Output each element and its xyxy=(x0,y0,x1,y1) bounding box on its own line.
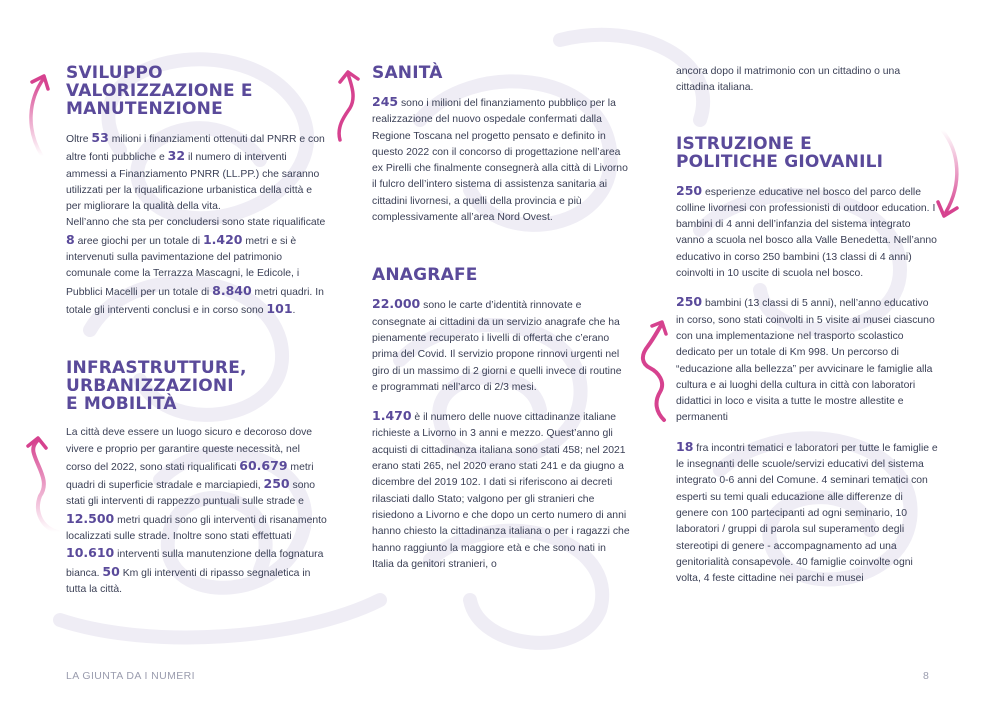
paragraph-anagrafe-1 xyxy=(372,296,630,396)
highlight-number: 53 xyxy=(91,130,109,145)
text: metri quadri di superficie stradale e marciapiedi, xyxy=(66,461,314,492)
highlight-number: 250 xyxy=(676,294,703,310)
section-title-infrastrutture xyxy=(66,359,328,413)
highlight-number: 10.610 xyxy=(66,545,115,561)
footer-title: LA GIUNTA DA I NUMERI xyxy=(66,670,195,682)
paragraph-anagrafe-2 xyxy=(372,408,630,573)
curved-arrow-icon xyxy=(334,66,370,146)
section-title-anagrafe: ANAGRAFE xyxy=(372,265,478,286)
text: esperienze educative nel bosco del parco delle colline livornesi con professionisti di outdoor education. I bambini di 4 anni dell’infanzia del sistema integrato vanno a scuola nel bosco alla Valle Benedetta. Nell’anno educativo in corso 250 bambini (13 classi di 4 anni) coinvolti in 10 uscite di scuola nel bosco. xyxy=(676,186,937,280)
title-line: MANUTENZIONE xyxy=(66,99,223,119)
highlight-number: 12.500 xyxy=(66,510,115,526)
column-left xyxy=(66,64,328,598)
paragraph-infrastrutture xyxy=(66,425,328,598)
text: La città deve essere un luogo sicuro e decoroso dove vivere e proprio per garantire queste necessità, nel corso del 2022, sono stati riqualificati xyxy=(66,427,313,473)
highlight-number: 1.420 xyxy=(202,231,243,247)
curved-arrow-icon xyxy=(20,70,60,160)
paragraph-anagrafe-continued: ancora dopo il matrimonio con un cittadino o una cittadina italiana. xyxy=(676,66,901,94)
text: metri e si è intervenuti sulla pavimentazione del patrimonio comunale come la Terrazza Mascagni, le Edicole, i Pubblici Macelli per un totale di xyxy=(66,235,300,298)
title-line: URBANIZZAZIONI xyxy=(66,376,234,397)
text: Oltre xyxy=(66,134,92,145)
text: sono i milioni del finanziamento pubblico per la realizzazione del nuovo ospedale confermati dalla Regione Toscana nel progetto pensato e definito in questo 2022 con il concorso di progettazione nell’area ex Pirelli che finalmente consegnerà alla città di Livorno il fulcro dell’intero sistema di assistenza sanitaria ai cittadini livornesi, a quelli della provincia e più complessivamente all’area Nord Ovest. xyxy=(372,98,628,224)
section-title-sviluppo xyxy=(66,64,328,118)
page-number: 8 xyxy=(923,670,929,682)
column-right xyxy=(676,64,938,587)
text: Km gli interventi di ripasso segnaletica in tutta la città. xyxy=(66,567,311,595)
text: il numero di interventi ammessi a Finanziamento PNRR (LL.PP.) che saranno utilizzati per la riqualificazione urbanistica della città e per migliorare la qualità della vita. xyxy=(66,152,320,213)
highlight-number: 32 xyxy=(167,148,186,164)
highlight-number: 60.679 xyxy=(239,457,288,473)
title-line: SVILUPPO xyxy=(66,63,163,83)
column-middle xyxy=(372,64,630,573)
highlight-number: 101 xyxy=(266,300,293,316)
text: milioni i finanziamenti ottenuti dal PNRR e con altre fonti pubbliche e xyxy=(66,134,325,164)
paragraph-istruzione-2 xyxy=(676,294,938,426)
highlight-number: 8 xyxy=(66,231,75,247)
title-line: POLITICHE GIOVANILI xyxy=(676,151,884,172)
text: interventi sulla manutenzione della fognatura bianca. xyxy=(66,549,324,579)
curved-arrow-icon xyxy=(628,316,672,426)
text: Nell’anno che sta per concludersi sono state riqualificate xyxy=(66,217,326,229)
highlight-number: 8.840 xyxy=(212,282,252,298)
curved-arrow-icon xyxy=(14,432,64,542)
highlight-number: 250 xyxy=(676,182,703,198)
text: bambini (13 classi di 5 anni), nell’anno educativo in corso, sono stati coinvolti in 5 visite ai musei ciascuno con una implementazione nel trasporto scolastico dedicato per un totale di Km 998. Un percorso di “educazione alla bellezza” per avvicinare le famiglie alla cultura e ai luoghi della cultura in città con laboratori didattici in loco e visita a tutte le mostre allestite e permanenti xyxy=(676,298,935,424)
text: sono stati gli interventi di rappezzo puntuali sulle strade e xyxy=(66,480,316,508)
paragraph-sviluppo xyxy=(66,130,328,319)
highlight-number: 245 xyxy=(372,94,399,109)
title-line: INFRASTRUTTURE, xyxy=(66,358,247,379)
text: è il numero delle nuove cittadinanze italiane richieste a Livorno in 3 anni e mezzo. Quest’anno gli acquisti di cittadinanza italiana sono stati 458; nel 2021 erano stati 265, nel 2020 erano stati 241 e da giugno a dicembre del 2019 102. I dati si riferiscono ai decreti rilasciati dallo Stato; valgono per gli stranieri che risiedono a Livorno e che dopo un certo numero di anni hanno chiesto la cittadinanza italiana o per i ragazzi che hanno raggiunto la maggiore età e che sono nati in Italia da genitori stranieri, o xyxy=(372,412,630,570)
highlight-number: 22.000 xyxy=(372,296,421,312)
text: metri quadri. In totale gli interventi conclusi e in corso sono xyxy=(66,286,324,316)
text: fra incontri tematici e laboratori per tutte le famiglie e le insegnanti delle scuole/servizi educativi del sistema integrato 0-6 anni del Comune. 4 seminari tematici con esperti su temi quali educazione alle differenze di genere con 100 partecipanti ad ogni seminario, 10 laboratori / gruppi di parola sul superamento degli stereotipi di genere - accompagnamento ad una genitorialità consapevole. 40 famiglie coinvolte ogni volta, 4 feste cittadine nei parchi e musei xyxy=(676,442,938,585)
highlight-number: 1.470 xyxy=(372,408,412,424)
title-line: VALORIZZAZIONE E xyxy=(66,81,253,101)
highlight-number: 50 xyxy=(102,563,120,579)
text: aree giochi per un totale di xyxy=(74,235,203,247)
highlight-number: 250 xyxy=(263,476,290,492)
text: . xyxy=(292,304,296,316)
paragraph-istruzione-1 xyxy=(676,183,938,283)
text: metri quadri sono gli interventi di risanamento localizzati sulle strade. Inoltre sono stati effettuati xyxy=(66,514,327,543)
title-line: E MOBILITÀ xyxy=(66,394,177,415)
section-title-sanita: SANITÀ xyxy=(372,63,443,83)
text: sono le carte d’identità rinnovate e consegnate ai cittadini da un servizio anagrafe che ha pienamente recuperato i livelli di offerta che c’erano prima del Covid. Il servizio propone rinnovi urgenti nel giro di un massimo di 2 giorni e quelli invece di routine e programmati nell’arco di 2/3 mesi. xyxy=(372,300,622,393)
paragraph-istruzione-3 xyxy=(676,439,938,588)
paragraph-sanita xyxy=(372,94,630,226)
section-title-istruzione xyxy=(676,135,938,171)
title-line: ISTRUZIONE E xyxy=(676,133,812,154)
highlight-number: 18 xyxy=(676,438,694,454)
